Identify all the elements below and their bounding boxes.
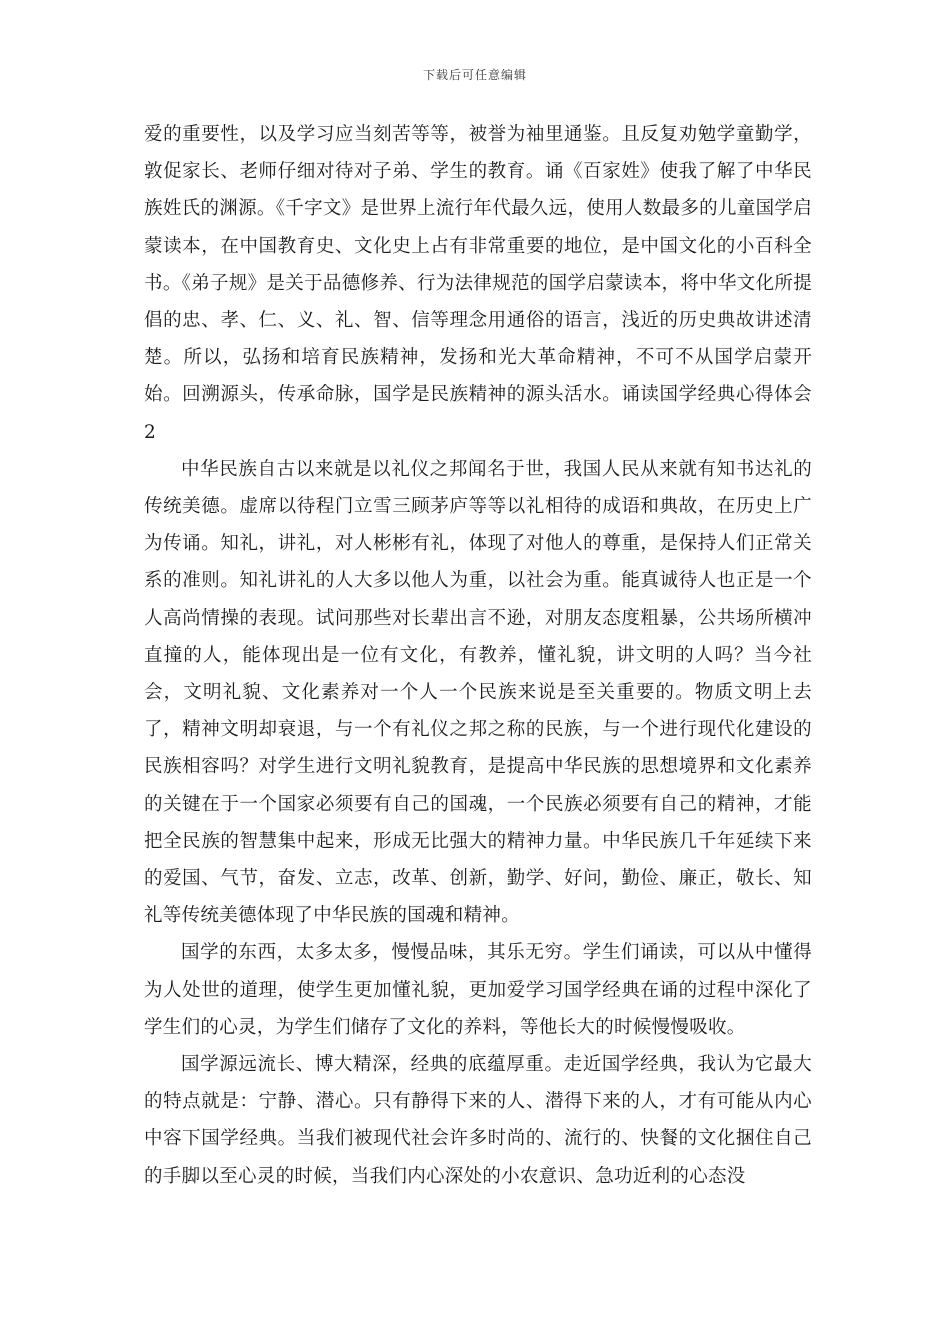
paragraph-reading: 国学的东西，太多太多，慢慢品味，其乐无穷。学生们诵读，可以从中懂得为人处世的道理，使学生更加懂礼貌，更加爱学习国学经典在诵的过程中深化了学生们的心灵，为学生们储存了文化的养料，等他长大的时候慢慢吸收。 (144, 942, 812, 1038)
page-header: 下载后可任意编辑 (422, 68, 527, 82)
paragraph-continuation: 爱的重要性，以及学习应当刻苦等等，被誉为袖里通鉴。且反复劝勉学童勤学，敦促家长、老师仔细对待对子弟、学生的教育。诵《百家姓》使我了解了中华民族姓氏的渊源。《千字文》是世界上流行年代最久远，使用人数最多的儿童国学启蒙读本，在中国教育史、文化史上占有非常重要的地位，是中国文化的小百科全书。《弟子规》是关于品德修养、行为法律规范的国学启蒙读本，将中华文化所提倡的忠、孝、仁、义、礼、智、信等理念用通俗的语言，浅近的历史典故讲述清楚。所以，弘扬和培育民族精神，发扬和光大革命精神，不可不从国学启蒙开始。回溯源头，传承命脉，国学是民族精神的源头活水。诵读国学经典心得体会2 (144, 124, 812, 443)
paragraph-etiquette: 中华民族自古以来就是以礼仪之邦闻名于世，我国人民从来就有知书达礼的传统美德。虚席以待程门立雪三顾茅庐等等以礼相待的成语和典故，在历史上广为传诵。知礼，讲礼，对人彬彬有礼，体现了对他人的尊重，是保持人们正常关系的准则。知礼讲礼的人大多以他人为重，以社会为重。能真诚待人也正是一个人高尚情操的表现。试问那些对长辈出言不逊，对朋友态度粗暴，公共场所横冲直撞的人，能体现出是一位有文化，有教养，懂礼貌，讲文明的人吗？当今社会，文明礼貌、文化素养对一个人一个民族来说是至关重要的。物质文明上去了，精神文明却衰退，与一个有礼仪之邦之称的民族，与一个进行现代化建设的民族相容吗？对学生进行文明礼貌教育，是提高中华民族的思想境界和文化素养的关键在于一个国家必须要有自己的国魂，一个民族必须要有自己的精神，才能把全民族的智慧集中起来，形成无比强大的精神力量。中华民族几千年延续下来的爱国、气节，奋发、立志，改革、创新，勤学、好问，勤俭、廉正，敬长、知礼等传统美德体现了中华民族的国魂和精神。 (144, 458, 812, 927)
document-body (144, 116, 812, 1195)
paragraph-classics: 国学源远流长、博大精深，经典的底蕴厚重。走近国学经典，我认为它最大的特点就是：宁静、潜心。只有静得下来的人、潜得下来的人，才有可能从内心中容下国学经典。当我们被现代社会许多时尚的、流行的、快餐的文化捆住自己的手脚以至心灵的时候，当我们内心深处的小农意识、急功近利的心态没 (144, 1054, 812, 1187)
